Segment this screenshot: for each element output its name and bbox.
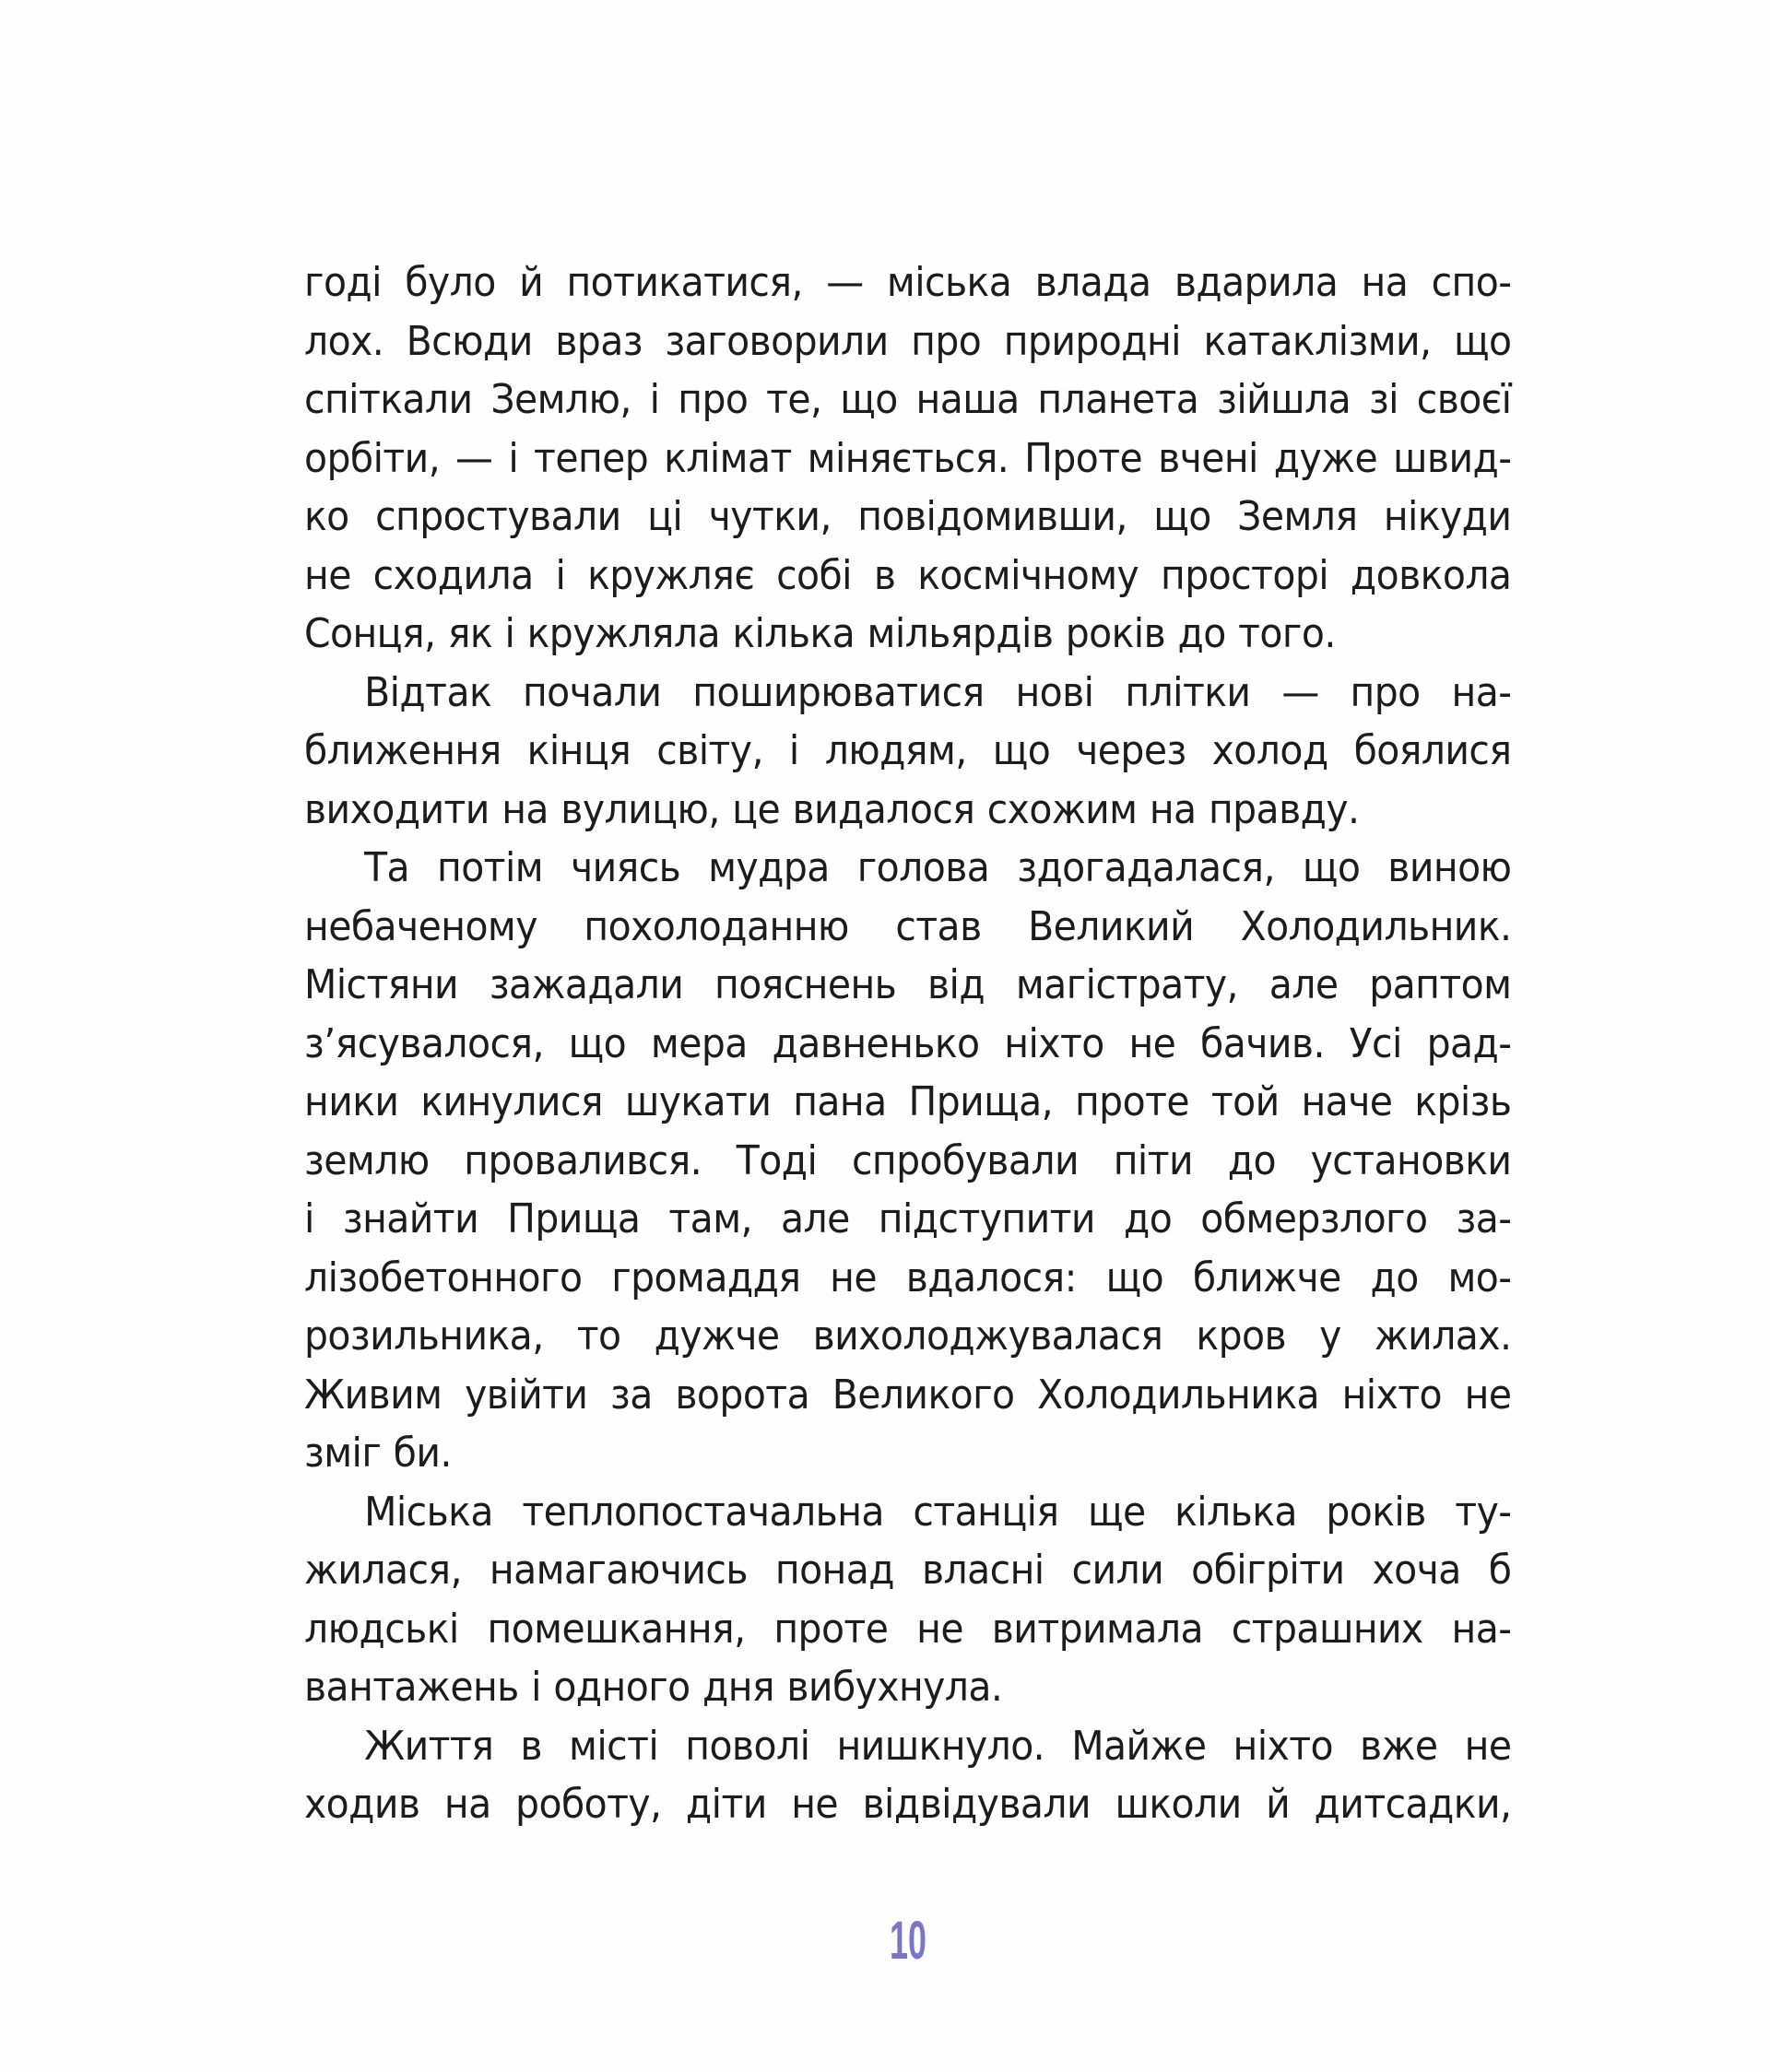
- text-line: орбіти, — і тепер клімат міняється. Проте вчені дуже швид-: [304, 434, 1512, 482]
- text-line: годі було й потикатися, — міська влада вдарила на спо-: [304, 259, 1512, 306]
- text-line: Та потім чиясь мудра голова здогадалася, що виною: [364, 844, 1512, 891]
- text-line: ходив на роботу, діти не відвідували школи й дитсадки,: [304, 1781, 1512, 1828]
- text-line: не сходила і кружляє собі в космічному просторі довкола: [304, 551, 1512, 599]
- text-line: небаченому похолоданню став Великий Холодильник.: [304, 902, 1512, 950]
- text-line: Життя в місті поволі нишкнуло. Майже ніхто вже не: [364, 1722, 1512, 1770]
- text-line: жилася, намагаючись понад власні сили обігріти хоча б: [304, 1547, 1512, 1594]
- text-line: Містяни зажадали пояснень від магістрату, але раптом: [304, 961, 1512, 1008]
- text-line: Відтак почали поширюватися нові плітки — про на-: [364, 668, 1512, 716]
- body-text: [304, 253, 1511, 1834]
- text-line: розильника, то дужче вихолоджувалася кров у жилах.: [304, 1313, 1512, 1360]
- text-line: і знайти Прища там, але підступити до обмерзлого за-: [304, 1195, 1512, 1242]
- text-line: вантажень і одного дня вибухнула.: [304, 1664, 1003, 1711]
- text-line: спіткали Землю, і про те, що наша планета зійшла зі своєї: [304, 376, 1512, 423]
- text-line: лізобетонного громаддя не вдалося: що ближче до мо-: [304, 1254, 1512, 1301]
- text-line: ближення кінця світу, і людям, що через холод боялися: [304, 727, 1512, 774]
- text-line: Міська теплопостачальна станція ще кілька років ту-: [364, 1488, 1512, 1536]
- text-line: виходити на вулицю, це видалося схожим на правду.: [304, 785, 1360, 833]
- text-line: землю провалився. Тоді спробували піти до установки: [304, 1136, 1512, 1184]
- text-line: ники кинулися шукати пана Прища, проте той наче крізь: [304, 1078, 1512, 1125]
- page-number: 10: [889, 1911, 926, 1971]
- text-line: зміг би.: [304, 1430, 452, 1477]
- text-line: Сонця, як і кружляла кілька мільярдів років до того.: [304, 610, 1336, 657]
- text-line: людські помешкання, проте не витримала страшних на-: [304, 1605, 1512, 1653]
- text-line: ко спростували ці чутки, повідомивши, що Земля нікуди: [304, 493, 1512, 540]
- text-line: з’ясувалося, що мера давненько ніхто не бачив. Усі рад-: [304, 1019, 1512, 1067]
- text-line: Живим увійти за ворота Великого Холодильника ніхто не: [304, 1371, 1512, 1419]
- text-line: лох. Всюди враз заговорили про природні катаклізми, що: [304, 317, 1512, 365]
